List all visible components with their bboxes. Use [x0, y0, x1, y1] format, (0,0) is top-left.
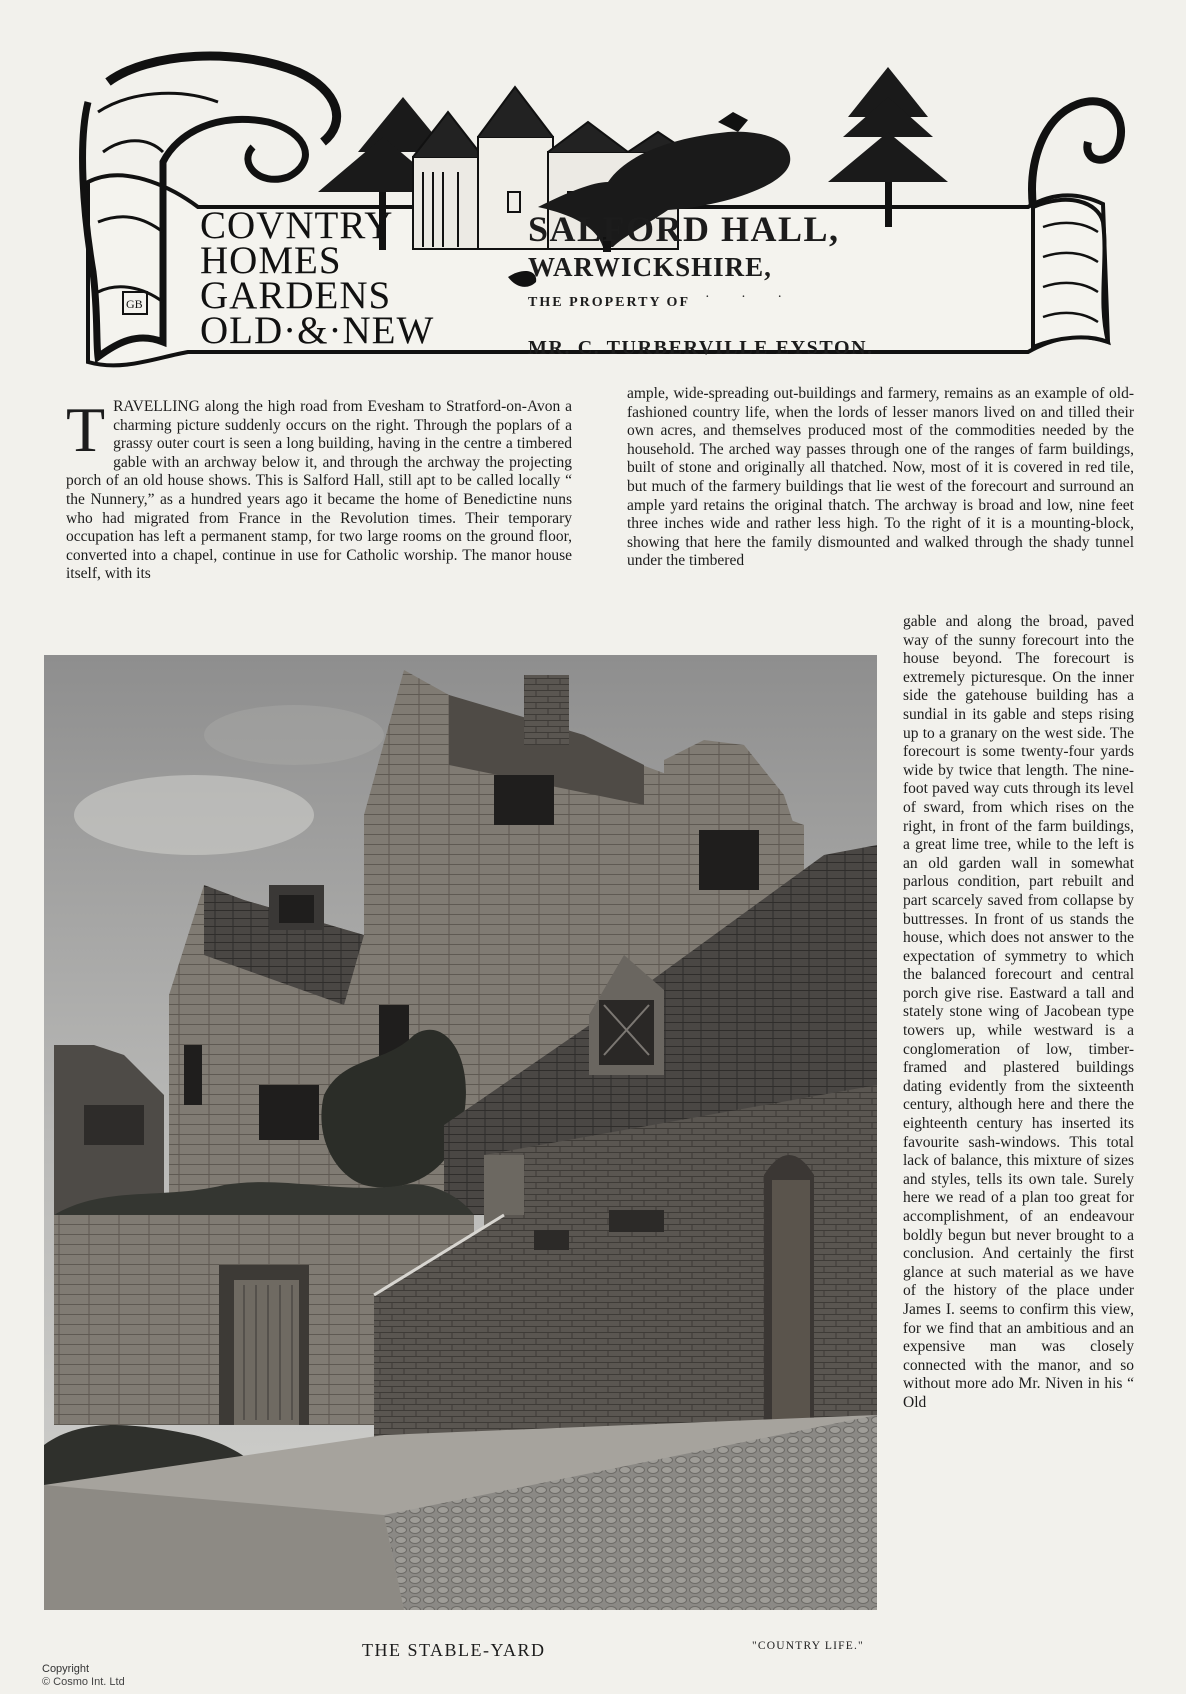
- photo-caption: THE STABLE-YARD: [362, 1640, 546, 1660]
- article-column-1: [66, 394, 572, 584]
- article-column-2: ample, wide-spreading out-buildings and farmery, remains as an example of old-fashioned country life, when the lords of lesser manors lived on and tilled their own acres, and themselves produced most of the commodities needed by the household. The arched way passes through one of the ranges of farm buildings, built of stone and originally all thatched. Now, most of it is covered in red tile, but much of the farmery buildings that lie west of the forecourt and surround an ample yard retains the original thatch. The archway is broad and low, nine feet three inches wide and rather less high. To the right of it is a mounting-block, showing that here the family dismounted and walked through the shady tunnel under the timbered: [627, 385, 1134, 570]
- hall-name: SALFORD HALL,: [528, 209, 840, 249]
- watermark: © Cosmo Int. Ltd: [42, 1676, 125, 1688]
- series-title-line-4: OLD·&·NEW: [200, 309, 435, 352]
- property-of-label: THE PROPERTY OF: [528, 295, 690, 310]
- article-column-1-text: RAVELLING along the high road from Evesham to Stratford-on-Avon a charming picture suddenly occurs on the right. Through the poplars of a grassy outer court is seen a long building, having in the centre a timbered gable with an archway below it, and through the archway the projecting porch of an old house shows. This is Salford Hall, still apt to be called locally “ the Nunnery,” as a hundred years ago it became the home of Benedictine nuns who had migrated from France in the Revolution times. Their temporary occupation has left a permanent stamp, for two large rooms on the ground floor, converted into a chapel, continue in use for Catholic worship. The manor house itself, with its: [66, 398, 572, 583]
- property-dots: · · ·: [705, 290, 796, 305]
- article-column-3: gable and along the broad, paved way of the sunny forecourt into the house beyond. The forecourt is extremely picturesque. On the inner side the gatehouse building has a sundial in its gable and steps rising up to a granary on the west side. The forecourt is some twenty-four yards wide by twice that length. The nine-foot paved way cuts through its level of sward, from which rises on the right, in front of the farm buildings, a great lime tree, while to the left is an old garden wall in somewhat parlous condition, part rebuilt and part scarcely saved from collapse by buttresses. In front of us stands the house, which does not answer to the expectation of symmetry to which the balanced forecourt and central porch give rise. Eastward a tall and stately stone wing of Jacobean type towers up, while westward is a conglomeration of low, timber-framed and plastered buildings dating evidently from the sixteenth century, although here and there the eighteenth century has inserted its favourite sash-windows. This total lack of balance, this mixture of sizes and styles, tells its own tale. Surely here we read of a plan too great for accomplishment, of an endeavour boldly begun but never brought to a conclusion. And certainly the first glance at such material as we have of the history of the place under James I. seems to confirm this view, for we find that an ambitious and an expensive man was closely connected with the manor, and so without more ado Mr. Niven in his “ Old: [903, 613, 1134, 1411]
- series-title-line-1: COVNTRY: [200, 204, 394, 247]
- monogram: GB: [126, 297, 143, 311]
- photo-credit: "COUNTRY LIFE.": [752, 1640, 864, 1652]
- scroll-curl-right: [1032, 101, 1121, 207]
- owner-name: MR. C. TURBERVILLE EYSTON.: [528, 337, 874, 359]
- copyright-label: Copyright: [42, 1663, 90, 1675]
- drop-cap: T: [66, 394, 106, 465]
- series-title-line-2: HOMES: [200, 239, 342, 282]
- topiary-tree-right: [828, 67, 948, 227]
- photograph-illustration: [44, 655, 877, 1610]
- series-title: [200, 204, 485, 352]
- series-title-line-3: GARDENS: [200, 274, 392, 317]
- county: WARWICKSHIRE,: [528, 252, 772, 282]
- stable-yard-photograph: [44, 655, 877, 1610]
